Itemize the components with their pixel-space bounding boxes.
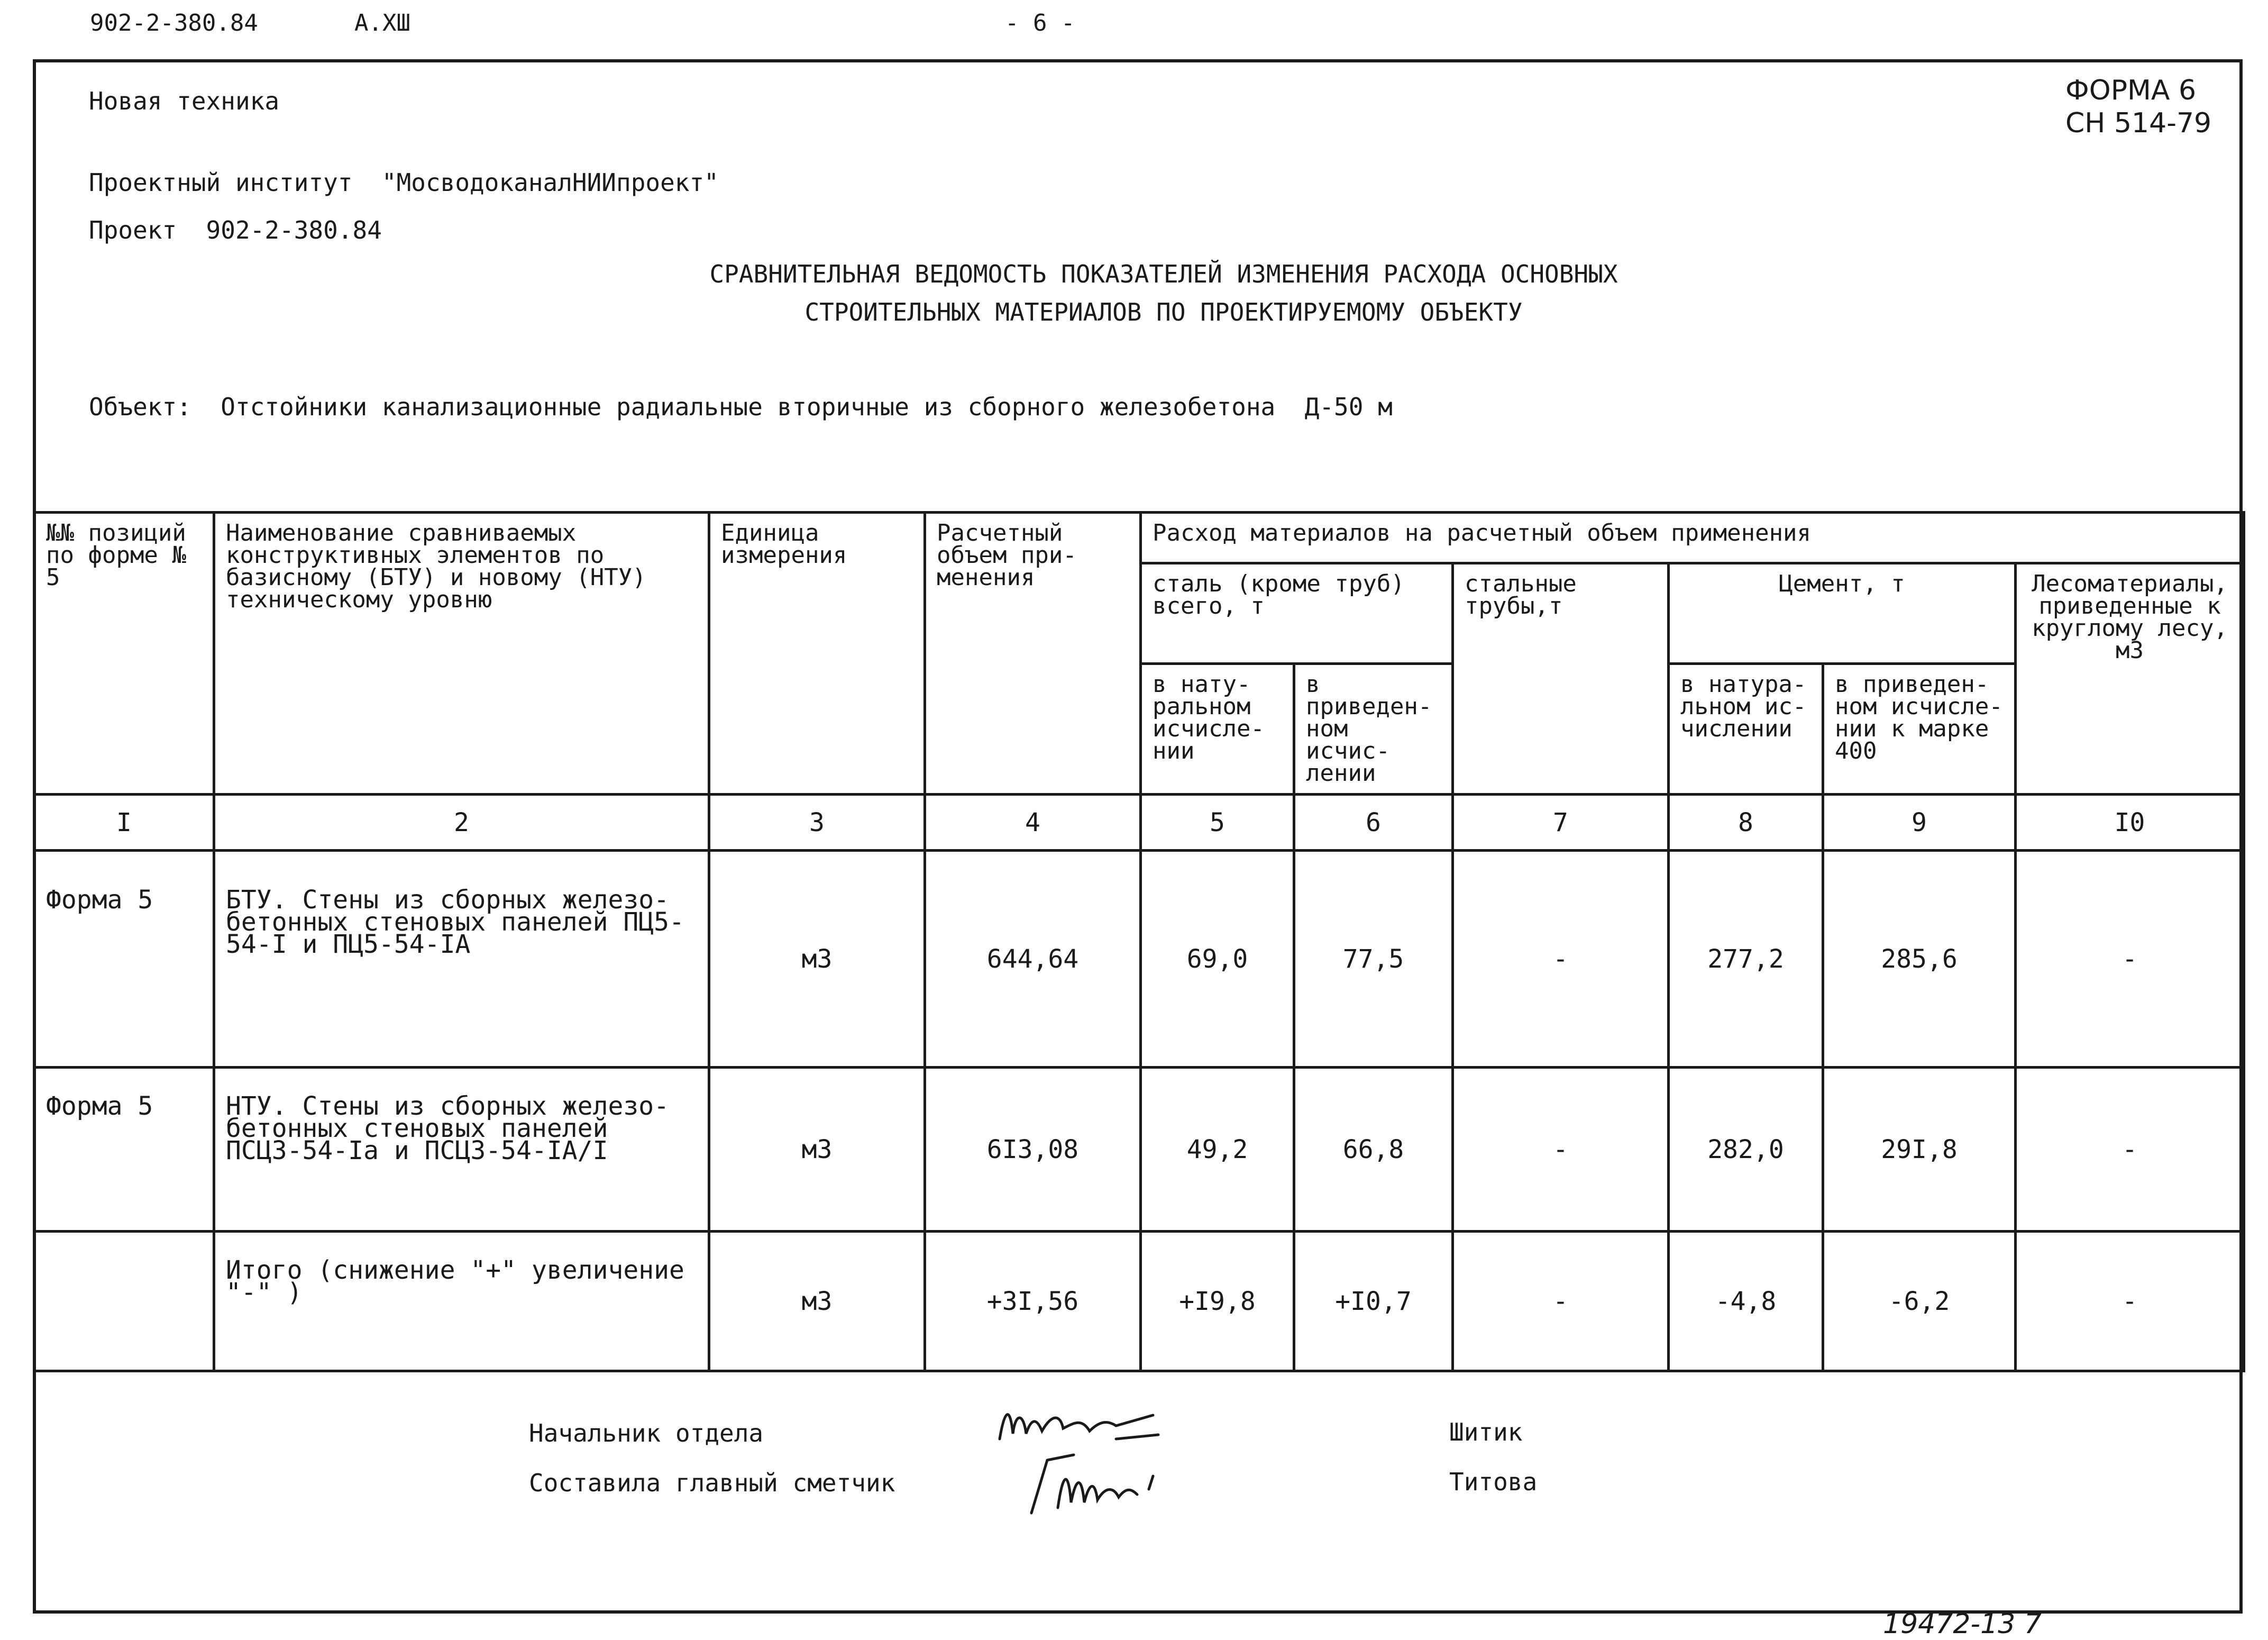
chief-estimator-name: Титова [1449,1468,1538,1496]
column-number: I [34,795,214,851]
column-number: 3 [709,795,925,851]
title-line-2: СТРОИТЕЛЬНЫХ МАТЕРИАЛОВ ПО ПРОЕКТИРУЕМОМУ ОБЪЕКТУ [804,298,1523,326]
row-cement-reduced: -6,2 [1823,1232,2016,1371]
row-element-name: Итого (снижение "+" увеличение "-" ) [214,1232,709,1371]
header-unit: Единица измерения [709,513,925,795]
document-title [529,255,1798,331]
row-unit: м3 [709,1068,925,1232]
row-volume: +3I,56 [925,1232,1141,1371]
header-material-consumption: Расход материалов на расчетный объем применения [1141,513,2244,563]
header-timber: Лесоматериалы, приведенные к круглому лесу, м3 [2016,563,2244,795]
row-steel-reduced: +I0,7 [1294,1232,1453,1371]
column-number: 9 [1823,795,2016,851]
new-tech-label: Новая техника [89,87,280,115]
column-number: 5 [1141,795,1294,851]
header-cement: Цемент, т [1669,563,2016,664]
chief-estimator-label: Составила главный сметчик [529,1469,895,1497]
object-line: Объект: Отстойники канализационные радиальные вторичные из сборного железобетона Д-50 м [89,393,1393,421]
header-steel: сталь (кроме труб) всего, т [1141,563,1453,664]
estimator-signature-image [1026,1450,1185,1524]
row-unit: м3 [709,851,925,1068]
materials-table [33,511,2245,1372]
column-number: 8 [1669,795,1823,851]
row-cement-natural: -4,8 [1669,1232,1823,1371]
row-steel-pipes: - [1453,851,1669,1068]
row-volume: 6I3,08 [925,1068,1141,1232]
archive-stamp: 19472-13 7 [1883,1608,2042,1640]
header-position: №№ позиций по форме № 5 [34,513,214,795]
header-steel-natural: в нату-ральном исчисле-нии [1141,664,1294,795]
row-cement-reduced: 285,6 [1823,851,2016,1068]
form-number: ФОРМА 6 [2065,75,2197,106]
row-steel-reduced: 66,8 [1294,1068,1453,1232]
row-element-name: БТУ. Стены из сборных железо-бетонных стеновых панелей ПЦ5-54-I и ПЦ5-54-IА [214,851,709,1068]
row-timber: - [2016,1068,2244,1232]
head-of-department-name: Шитик [1449,1418,1523,1446]
head-of-department-label: Начальник отдела [529,1419,764,1447]
header-steel-pipes: стальные трубы,т [1453,563,1669,795]
table-row [34,851,2244,1068]
header-cement-natural: в натура-льном ис-числении [1669,664,1823,795]
row-steel-natural: +I9,8 [1141,1232,1294,1371]
column-number: 6 [1294,795,1453,851]
row-timber: - [2016,1232,2244,1371]
column-number-row [34,795,2244,851]
title-line-1: СРАВНИТЕЛЬНАЯ ВЕДОМОСТЬ ПОКАЗАТЕЛЕЙ ИЗМЕНЕНИЯ РАСХОДА ОСНОВНЫХ [709,260,1618,288]
row-steel-pipes: - [1453,1068,1669,1232]
row-position: Форма 5 [34,851,214,1068]
page-number: - 6 - [1005,10,1075,37]
table-row [34,1068,2244,1232]
form-stamp [2065,74,2211,140]
row-timber: - [2016,851,2244,1068]
row-steel-natural: 69,0 [1141,851,1294,1068]
row-volume: 644,64 [925,851,1141,1068]
row-cement-natural: 277,2 [1669,851,1823,1068]
header-cement-reduced: в приведен-ном исчисле-нии к марке 400 [1823,664,2016,795]
row-cement-natural: 282,0 [1669,1068,1823,1232]
row-steel-natural: 49,2 [1141,1068,1294,1232]
column-number: I0 [2016,795,2244,851]
institute-line: Проектный институт "МосводоканалНИИпроект" [89,168,719,197]
form-standard: СН 514-79 [2065,107,2212,139]
row-position [34,1232,214,1371]
table-row-total [34,1232,2244,1371]
document-code: 902-2-380.84 [90,10,258,37]
header-steel-reduced: в приведен-ном исчис-лении [1294,664,1453,795]
column-number: 7 [1453,795,1669,851]
header-volume: Расчетный объем при-менения [925,513,1141,795]
row-element-name: НТУ. Стены из сборных железо-бетонных стеновых панелей ПСЦ3-54-Iа и ПСЦ3-54-IА/I [214,1068,709,1232]
row-steel-reduced: 77,5 [1294,851,1453,1068]
row-cement-reduced: 29I,8 [1823,1068,2016,1232]
row-position: Форма 5 [34,1068,214,1232]
row-steel-pipes: - [1453,1232,1669,1371]
project-line: Проект 902-2-380.84 [89,216,382,244]
row-unit: м3 [709,1232,925,1371]
header-element-name: Наименование сравниваемых конструктивных элементов по базисному (БТУ) и новому (НТУ) техническому уровню [214,513,709,795]
column-number: 4 [925,795,1141,851]
column-number: 2 [214,795,709,851]
album-number: А.ХШ [354,10,410,37]
